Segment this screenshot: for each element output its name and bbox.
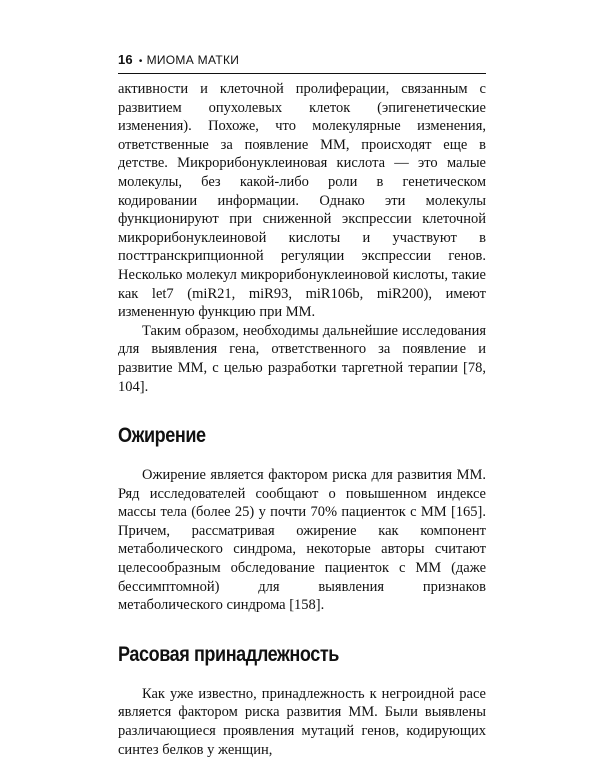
book-page: [118, 52, 486, 759]
page-number: 16: [118, 52, 133, 67]
section-heading-race: Расовая принадлежность: [118, 642, 339, 666]
header-bullet: •: [138, 56, 143, 67]
running-header: [118, 52, 486, 74]
book-title: МИОМА МАТКИ: [146, 53, 240, 67]
paragraph-continued: активности и клеточной пролиферации, связанным с развитием опухолевых клеток (эпигенетические изменения). Похоже, что молекулярные изменения, ответственные за появление ММ, происходят еще в детстве. Микрорибонуклеиновая кислота — это малые молекулы, без какой-либо роли в генетическом кодировании информации. Однако эти молекулы функционируют при сниженной экспрессии клеточной микрорибонуклеиновой кислоты и участвуют в посттранскрипционной регуляции экспрессии генов. Несколько молекул микрорибонуклеиновой кислоты, такие как let7 (miR21, miR93, miR106b, miR200), имеют измененную функцию при ММ.: [118, 81, 486, 321]
section-heading-obesity: Ожирение: [118, 424, 206, 448]
paragraph-obesity: Ожирение является фактором риска для развития ММ. Ряд исследователей сообщают о повышенном индексе массы тела (более 25) у почти 70% пациенток с ММ [165]. Причем, рассматривая ожирение как компонент метаболического синдрома, некоторые авторы считают целесообразным обследование пациенток с ММ (даже бессимптомной) для выявления признаков метаболического синдрома [158].: [118, 467, 486, 614]
paragraph-race: Как уже известно, принадлежность к негроидной расе является фактором риска развития ММ. Были выявлены различающиеся проявления мутаций генов, кодирующих синтез белков у женщин,: [118, 685, 486, 758]
paragraph-conclusion: Таким образом, необходимы дальнейшие исследования для выявления гена, ответственного за появление и развитие ММ, с целью разработки таргетной терапии [78, 104].: [118, 322, 486, 395]
